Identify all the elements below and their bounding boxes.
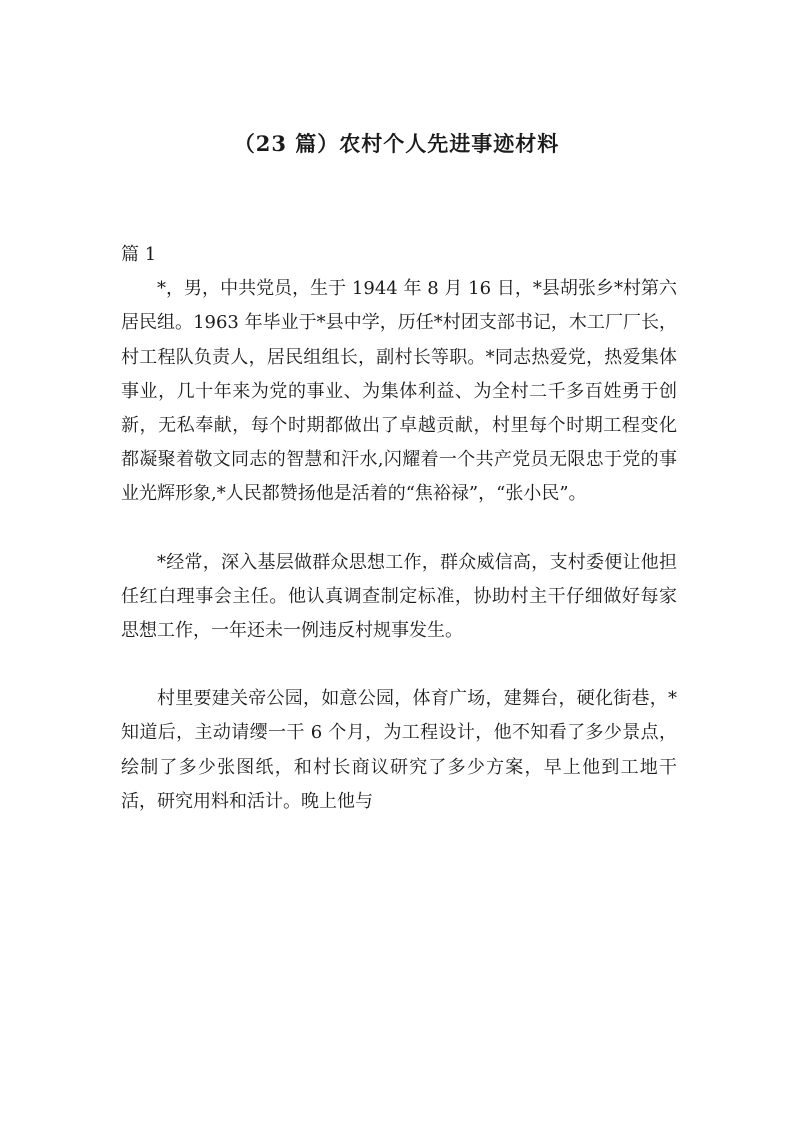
paragraph-3: 村里要建关帝公园，如意公园，体育广场，建舞台，硬化街巷，*知道后，主动请缨一干 6 个月，为工程设计，他不知看了多少景点，绘制了多少张图纸，和村长商议研究了多少方案，早上他到工地干活，研究用料和活计。晚上他与 <box>121 688 677 812</box>
document-body <box>121 238 677 819</box>
paragraph-1: *，男，中共党员，生于 1944 年 8 月 16 日，*县胡张乡*村第六居民组。1963 年毕业于*县中学，历任*村团支部书记，木工厂厂长，村工程队负责人，居民组组长，副村长等职。*同志热爱党，热爱集体事业，几十年来为党的事业、为集体利益、为全村二千多百姓勇于创新，无私奉献，每个时期都做出了卓越贡献，村里每个时期工程变化都凝聚着敬文同志的智慧和汗水,闪耀着一个共产党员无限忠于党的事业光辉形象,*人民都赞扬他是活着的“焦裕禄”，“张小民”。 <box>121 278 677 505</box>
document-title: （23 篇）农村个人先进事迹材料 <box>233 131 560 156</box>
section-label: 篇 1 <box>121 244 157 265</box>
paragraph-2: *经常，深入基层做群众思想工作，群众威信高，支村委便让他担任红白理事会主任。他认真调查制定标准，协助村主干仔细做好每家思想工作，一年还未一例违反村规事发生。 <box>121 551 677 642</box>
